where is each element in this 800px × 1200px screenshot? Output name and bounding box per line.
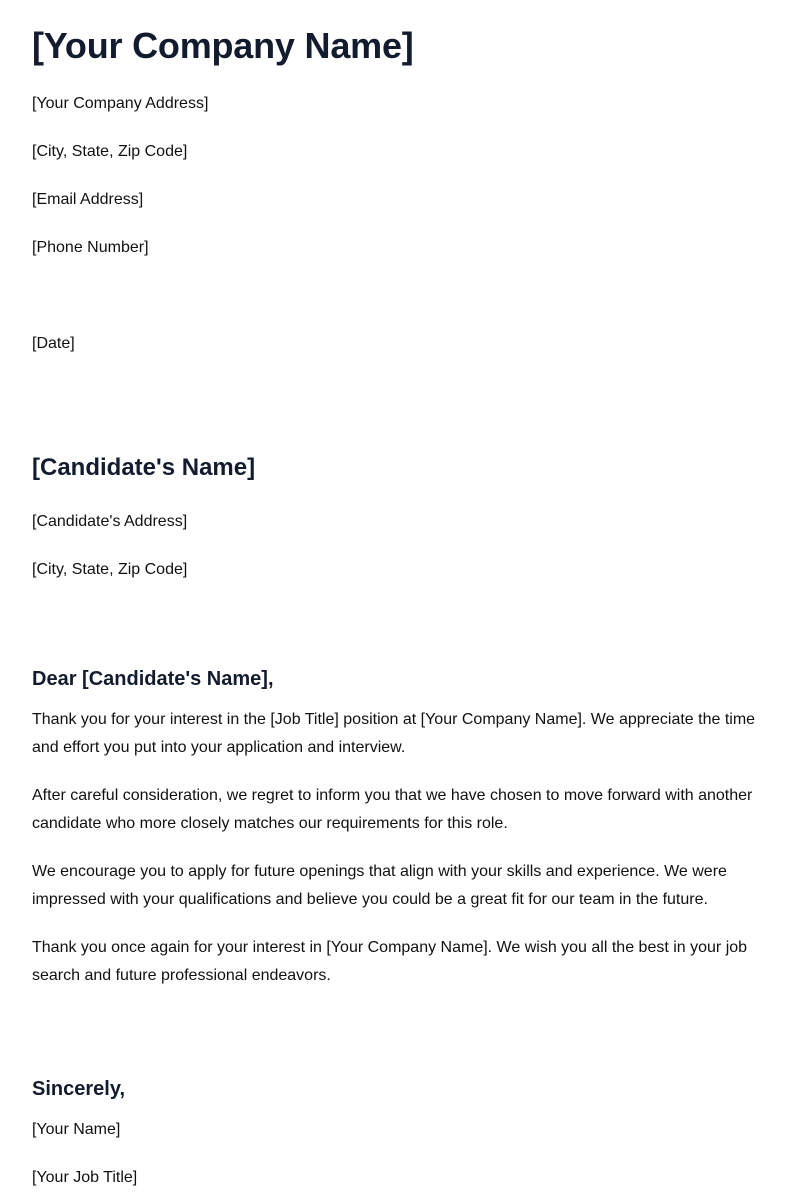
salutation: Dear [Candidate's Name], (32, 668, 274, 690)
company-phone: [Phone Number] (32, 239, 149, 256)
recipient-city-state-zip: [City, State, Zip Code] (32, 561, 188, 578)
letter-date: [Date] (32, 335, 75, 352)
company-email: [Email Address] (32, 191, 144, 208)
body-paragraph-3: We encourage you to apply for future openings that align with your skills and experience. We were impressed with your qualifications and believe you could be a great fit for our team in the future. (32, 863, 727, 908)
body-paragraph-4: Thank you once again for your interest in [Your Company Name]. We wish you all the best in your job search and future professional endeavors. (32, 939, 748, 984)
company-name-heading: [Your Company Name] (32, 25, 414, 66)
recipient-name: [Candidate's Name] (32, 454, 256, 481)
body-paragraph-2: After careful consideration, we regret to inform you that we have chosen to move forward with another candidate who more closely matches our requirements for this role. (32, 787, 753, 832)
company-city-state-zip: [City, State, Zip Code] (32, 143, 188, 160)
body-paragraph-1: Thank you for your interest in the [Job Title] position at [Your Company Name]. We appreciate the time and effort you put into your application and interview. (32, 711, 756, 756)
signer-name: [Your Name] (32, 1121, 121, 1138)
company-address: [Your Company Address] (32, 95, 209, 112)
closing-sincerely: Sincerely, (32, 1078, 126, 1100)
recipient-address: [Candidate's Address] (32, 513, 188, 530)
signer-job-title: [Your Job Title] (32, 1169, 138, 1186)
